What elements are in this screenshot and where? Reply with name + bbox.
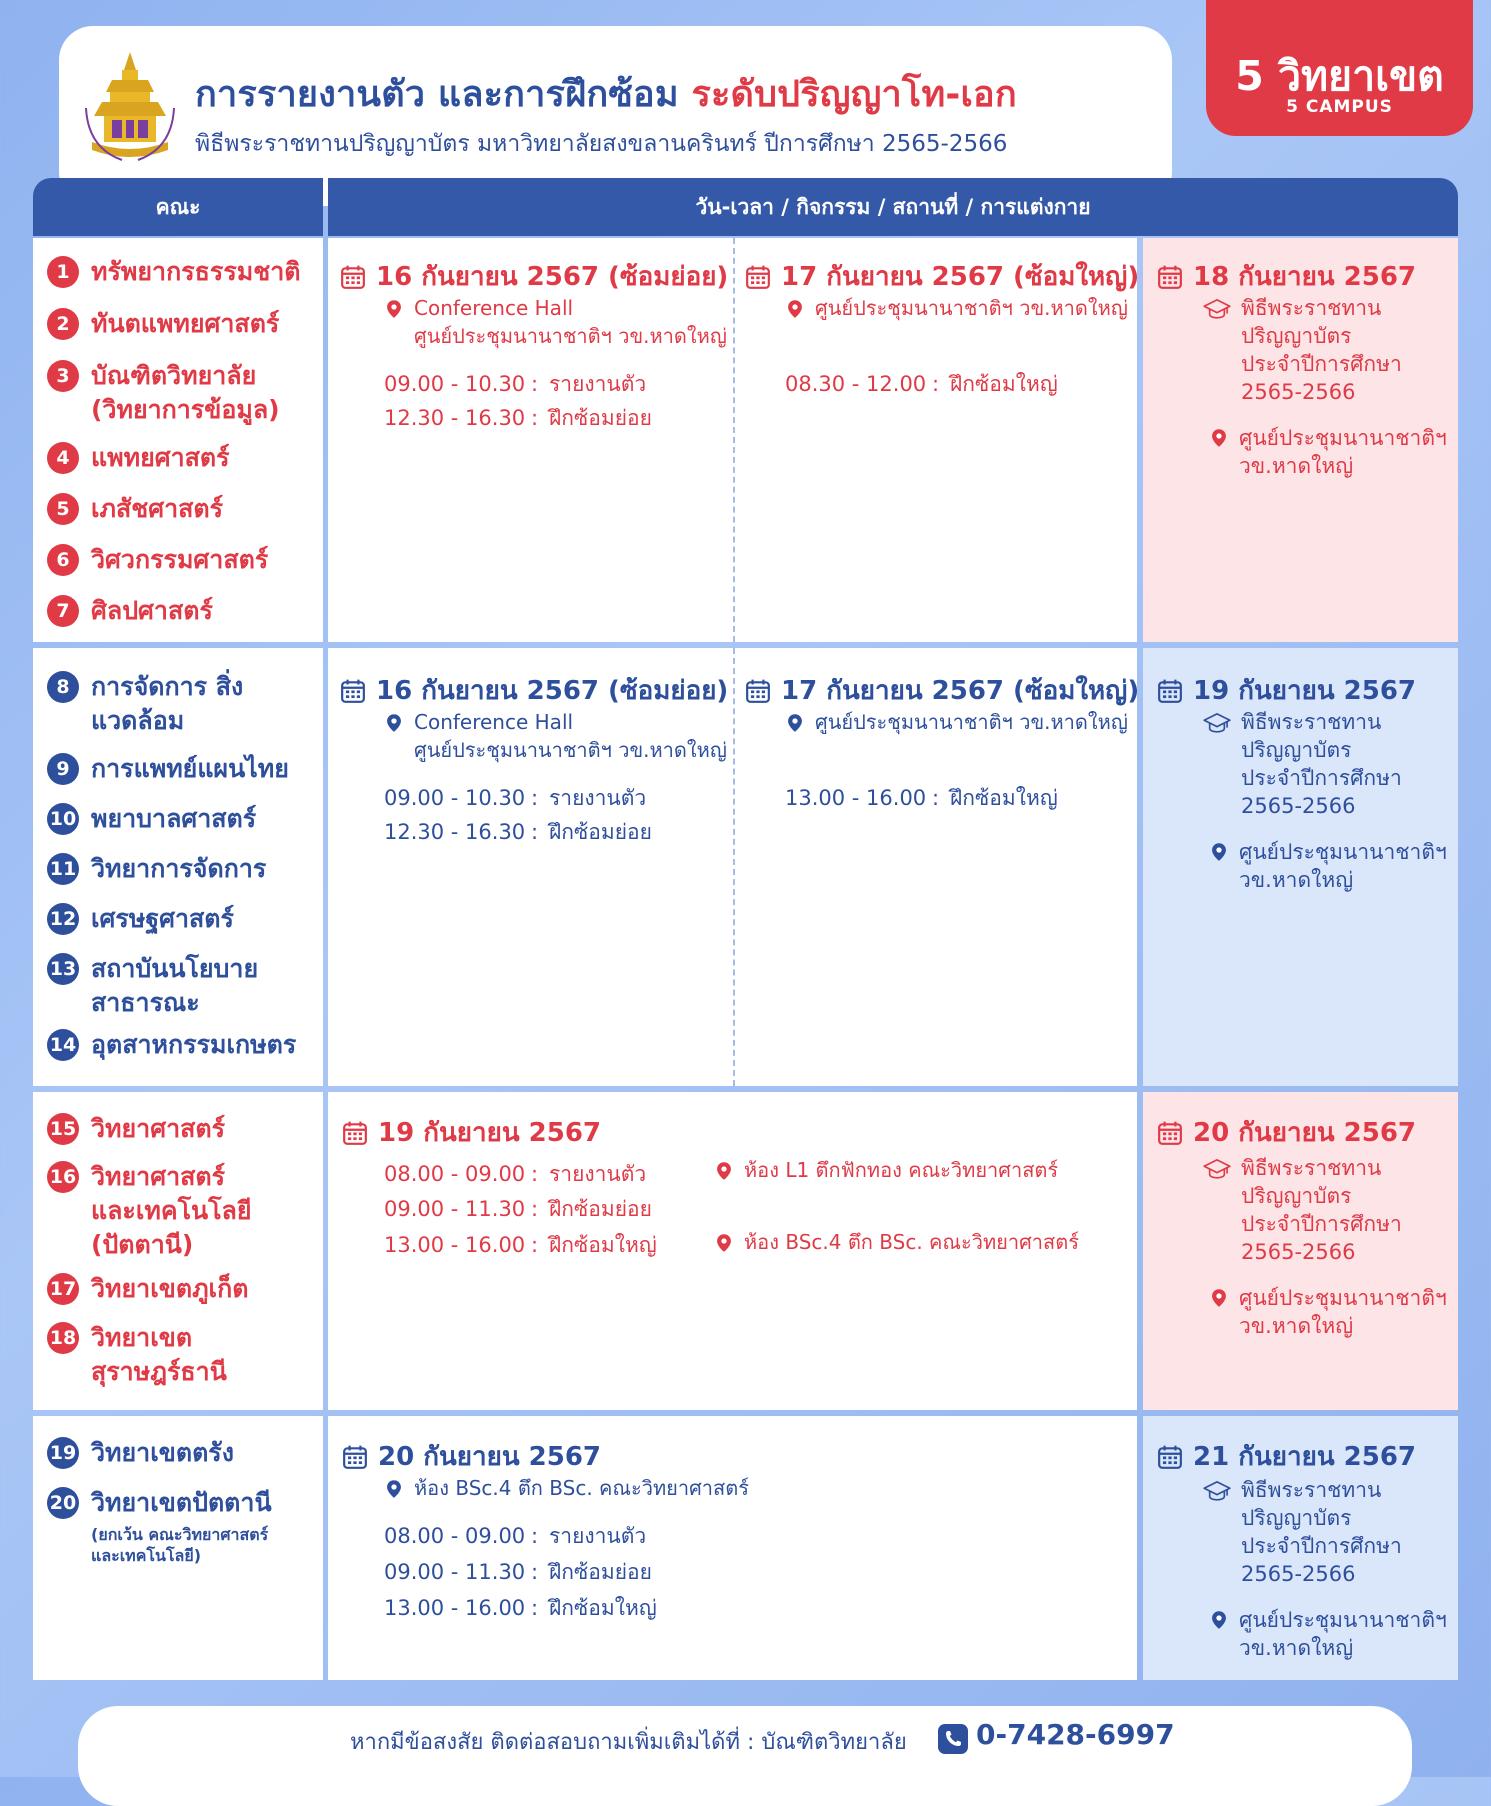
faculty-note: (ยกเว้น คณะวิทยาศาสตร์ และเทคโนโลยี)	[91, 1525, 269, 1565]
faculty-item: 13 สถาบันนโยบาย สาธารณะ	[47, 952, 287, 1020]
time-line: 09.00 - 11.30 : ฝึกซ้อมย่อย	[384, 1560, 652, 1584]
schedule-date: 16 กันยายน 2567 (ซ้อมย่อย)	[340, 256, 728, 297]
location-pin-icon	[1209, 1610, 1229, 1630]
time-line: 13.00 - 16.00 : ฝึกซ้อมใหญ่	[384, 1596, 657, 1620]
location-pin-icon	[1209, 1288, 1229, 1308]
schedule-date: 17 กันยายน 2567 (ซ้อมใหญ่)	[745, 256, 1139, 297]
schedule-location: ห้อง BSc.4 ตึก BSc. คณะวิทยาศาสตร์	[714, 1228, 1079, 1256]
time-line: 12.30 - 16.30 : ฝึกซ้อมย่อย	[384, 820, 652, 844]
location-pin-icon	[1209, 842, 1229, 862]
graduation-cap-icon	[1203, 1158, 1231, 1180]
time-line: 09.00 - 10.30 : รายงานตัว	[384, 372, 647, 396]
column-header-faculty: คณะ	[33, 178, 323, 236]
calendar-icon	[745, 678, 771, 704]
ceremony-cell-4	[1143, 1416, 1458, 1680]
time-line: 08.00 - 09.00 : รายงานตัว	[384, 1524, 647, 1548]
faculty-item: 11 วิทยาการจัดการ	[47, 852, 266, 886]
footer-contact-text: หากมีข้อสงสัย ติดต่อสอบถามเพิ่มเติมได้ที่ : บัณฑิตวิทยาลัย	[350, 1730, 907, 1755]
faculty-cell-group-4	[33, 1416, 323, 1680]
faculty-cell-group-2	[33, 648, 323, 1086]
faculty-item: 17 วิทยาเขตภูเก็ต	[47, 1272, 248, 1306]
location-pin-icon	[714, 1161, 734, 1181]
ceremony-event: พิธีพระราชทาน ปริญญาบัตร ประจำปีการศึกษา 2565-2566	[1203, 1476, 1402, 1588]
schedule-date: 16 กันยายน 2567 (ซ้อมย่อย)	[340, 670, 728, 711]
location-pin-icon	[785, 713, 805, 733]
time-line: 08.30 - 12.00 : ฝึกซ้อมใหญ่	[785, 372, 1058, 396]
ceremony-event: พิธีพระราชทาน ปริญญาบัตร ประจำปีการศึกษา 2565-2566	[1203, 1154, 1402, 1266]
phone-icon	[938, 1724, 968, 1754]
ceremony-date: 19 กันยายน 2567	[1157, 670, 1416, 711]
ceremony-cell-1	[1143, 238, 1458, 642]
schedule-date: 19 กันยายน 2567	[342, 1112, 601, 1153]
graduation-cap-icon	[1203, 712, 1231, 734]
location-pin-icon	[384, 299, 404, 319]
time-line: 09.00 - 10.30 : รายงานตัว	[384, 786, 647, 810]
faculty-item: 14 อุตสาหกรรมเกษตร	[47, 1028, 296, 1062]
schedule-location: ศูนย์ประชุมนานาชาติฯ วข.หาดใหญ่	[785, 708, 1128, 736]
faculty-item: 7 ศิลปศาสตร์	[47, 594, 213, 628]
faculty-item: 20 วิทยาเขตปัตตานี	[47, 1486, 272, 1520]
ceremony-cell-2	[1143, 648, 1458, 1086]
schedule-location: ห้อง BSc.4 ตึก BSc. คณะวิทยาศาสตร์	[384, 1474, 749, 1502]
faculty-item: 1 ทรัพยากรธรรมชาติ	[47, 255, 300, 289]
faculty-item: 3 บัณฑิตวิทยาลัย (วิทยาการข้อมูล)	[47, 359, 287, 427]
time-line: 09.00 - 11.30 : ฝึกซ้อมย่อย	[384, 1197, 652, 1221]
calendar-icon	[1157, 264, 1183, 290]
schedule-location: ห้อง L1 ตึกฟักทอง คณะวิทยาศาสตร์	[714, 1156, 1058, 1184]
time-line: 12.30 - 16.30 : ฝึกซ้อมย่อย	[384, 406, 652, 430]
campus-badge-title: 5 วิทยาเขต	[1235, 52, 1444, 100]
schedule-date: 20 กันยายน 2567	[342, 1436, 601, 1477]
time-line: 13.00 - 16.00 : ฝึกซ้อมใหญ่	[384, 1233, 657, 1257]
ceremony-event: พิธีพระราชทาน ปริญญาบัตร ประจำปีการศึกษา 2565-2566	[1203, 294, 1402, 406]
rehearsal-cell-1	[328, 238, 733, 642]
calendar-icon	[1157, 1444, 1183, 1470]
ceremony-location: ศูนย์ประชุมนานาชาติฯ วข.หาดใหญ่	[1209, 838, 1447, 894]
ceremony-event: พิธีพระราชทาน ปริญญาบัตร ประจำปีการศึกษา 2565-2566	[1203, 708, 1402, 820]
calendar-icon	[1157, 1120, 1183, 1146]
campus-badge	[1206, 0, 1473, 136]
ceremony-location: ศูนย์ประชุมนานาชาติฯ วข.หาดใหญ่	[1209, 1284, 1447, 1340]
time-line: 13.00 - 16.00 : ฝึกซ้อมใหญ่	[785, 786, 1058, 810]
schedule-date: 17 กันยายน 2567 (ซ้อมใหญ่)	[745, 670, 1139, 711]
calendar-icon	[340, 678, 366, 704]
time-line: 08.00 - 09.00 : รายงานตัว	[384, 1162, 647, 1186]
calendar-icon	[342, 1120, 368, 1146]
university-seal-icon	[82, 48, 178, 166]
calendar-icon	[745, 264, 771, 290]
faculty-item: 16 วิทยาศาสตร์ และเทคโนโลยี (ปัตตานี)	[47, 1160, 267, 1262]
location-pin-icon	[384, 1479, 404, 1499]
ceremony-date: 21 กันยายน 2567	[1157, 1436, 1416, 1477]
faculty-item: 19 วิทยาเขตตรัง	[47, 1436, 234, 1470]
location-pin-icon	[714, 1233, 734, 1253]
column-header-activity: วัน-เวลา / กิจกรรม / สถานที่ / การแต่งกาย	[328, 178, 1458, 236]
faculty-cell-group-1	[33, 238, 323, 642]
campus-badge-subtitle: 5 CAMPUS	[1286, 97, 1393, 117]
schedule-location: ศูนย์ประชุมนานาชาติฯ วข.หาดใหญ่	[785, 294, 1128, 322]
location-pin-icon	[785, 299, 805, 319]
faculty-item: 18 วิทยาเขต สุราษฎร์ธานี	[47, 1321, 267, 1389]
faculty-item: 2 ทันตแพทยศาสตร์	[47, 307, 279, 341]
page-subtitle: พิธีพระราชทานปริญญาบัตร มหาวิทยาลัยสงขลานครินทร์ ปีการศึกษา 2565-2566	[195, 131, 1008, 157]
faculty-item: 6 วิศวกรรมศาสตร์	[47, 543, 268, 577]
faculty-item: 5 เภสัชศาสตร์	[47, 492, 223, 526]
main-rehearsal-cell-1	[733, 238, 1140, 642]
schedule-cell-3	[328, 1092, 1137, 1410]
title-accent: ระดับปริญญาโท-เอก	[691, 74, 1017, 115]
faculty-item: 4 แพทยศาสตร์	[47, 441, 230, 475]
ceremony-date: 20 กันยายน 2567	[1157, 1112, 1416, 1153]
ceremony-cell-3	[1143, 1092, 1458, 1410]
faculty-item: 8 การจัดการ สิ่งแวดล้อม	[47, 670, 287, 738]
schedule-location: Conference Hall ศูนย์ประชุมนานาชาติฯ วข.หาดใหญ่	[384, 294, 727, 350]
calendar-icon	[1157, 678, 1183, 704]
faculty-item: 12 เศรษฐศาสตร์	[47, 902, 234, 936]
schedule-location: Conference Hall ศูนย์ประชุมนานาชาติฯ วข.หาดใหญ่	[384, 708, 727, 764]
calendar-icon	[342, 1444, 368, 1470]
ceremony-date: 18 กันยายน 2567	[1157, 256, 1416, 297]
rehearsal-cell-2	[328, 648, 733, 1086]
graduation-cap-icon	[1203, 1480, 1231, 1502]
ceremony-location: ศูนย์ประชุมนานาชาติฯ วข.หาดใหญ่	[1209, 1606, 1447, 1662]
ceremony-location: ศูนย์ประชุมนานาชาติฯ วข.หาดใหญ่	[1209, 424, 1447, 480]
faculty-item: 15 วิทยาศาสตร์	[47, 1112, 225, 1146]
page-title: การรายงานตัว และการฝึกซ้อม ระดับปริญญาโท-เอก	[195, 74, 1017, 115]
location-pin-icon	[1209, 428, 1229, 448]
location-pin-icon	[384, 713, 404, 733]
schedule-cell-4	[328, 1416, 1137, 1680]
graduation-cap-icon	[1203, 298, 1231, 320]
main-rehearsal-cell-2	[733, 648, 1140, 1086]
faculty-item: 10 พยาบาลศาสตร์	[47, 802, 256, 836]
faculty-cell-group-3	[33, 1092, 323, 1410]
faculty-item: 9 การแพทย์แผนไทย	[47, 752, 289, 786]
contact-phone-number[interactable]: 0-7428-6997	[976, 1718, 1175, 1751]
calendar-icon	[340, 264, 366, 290]
